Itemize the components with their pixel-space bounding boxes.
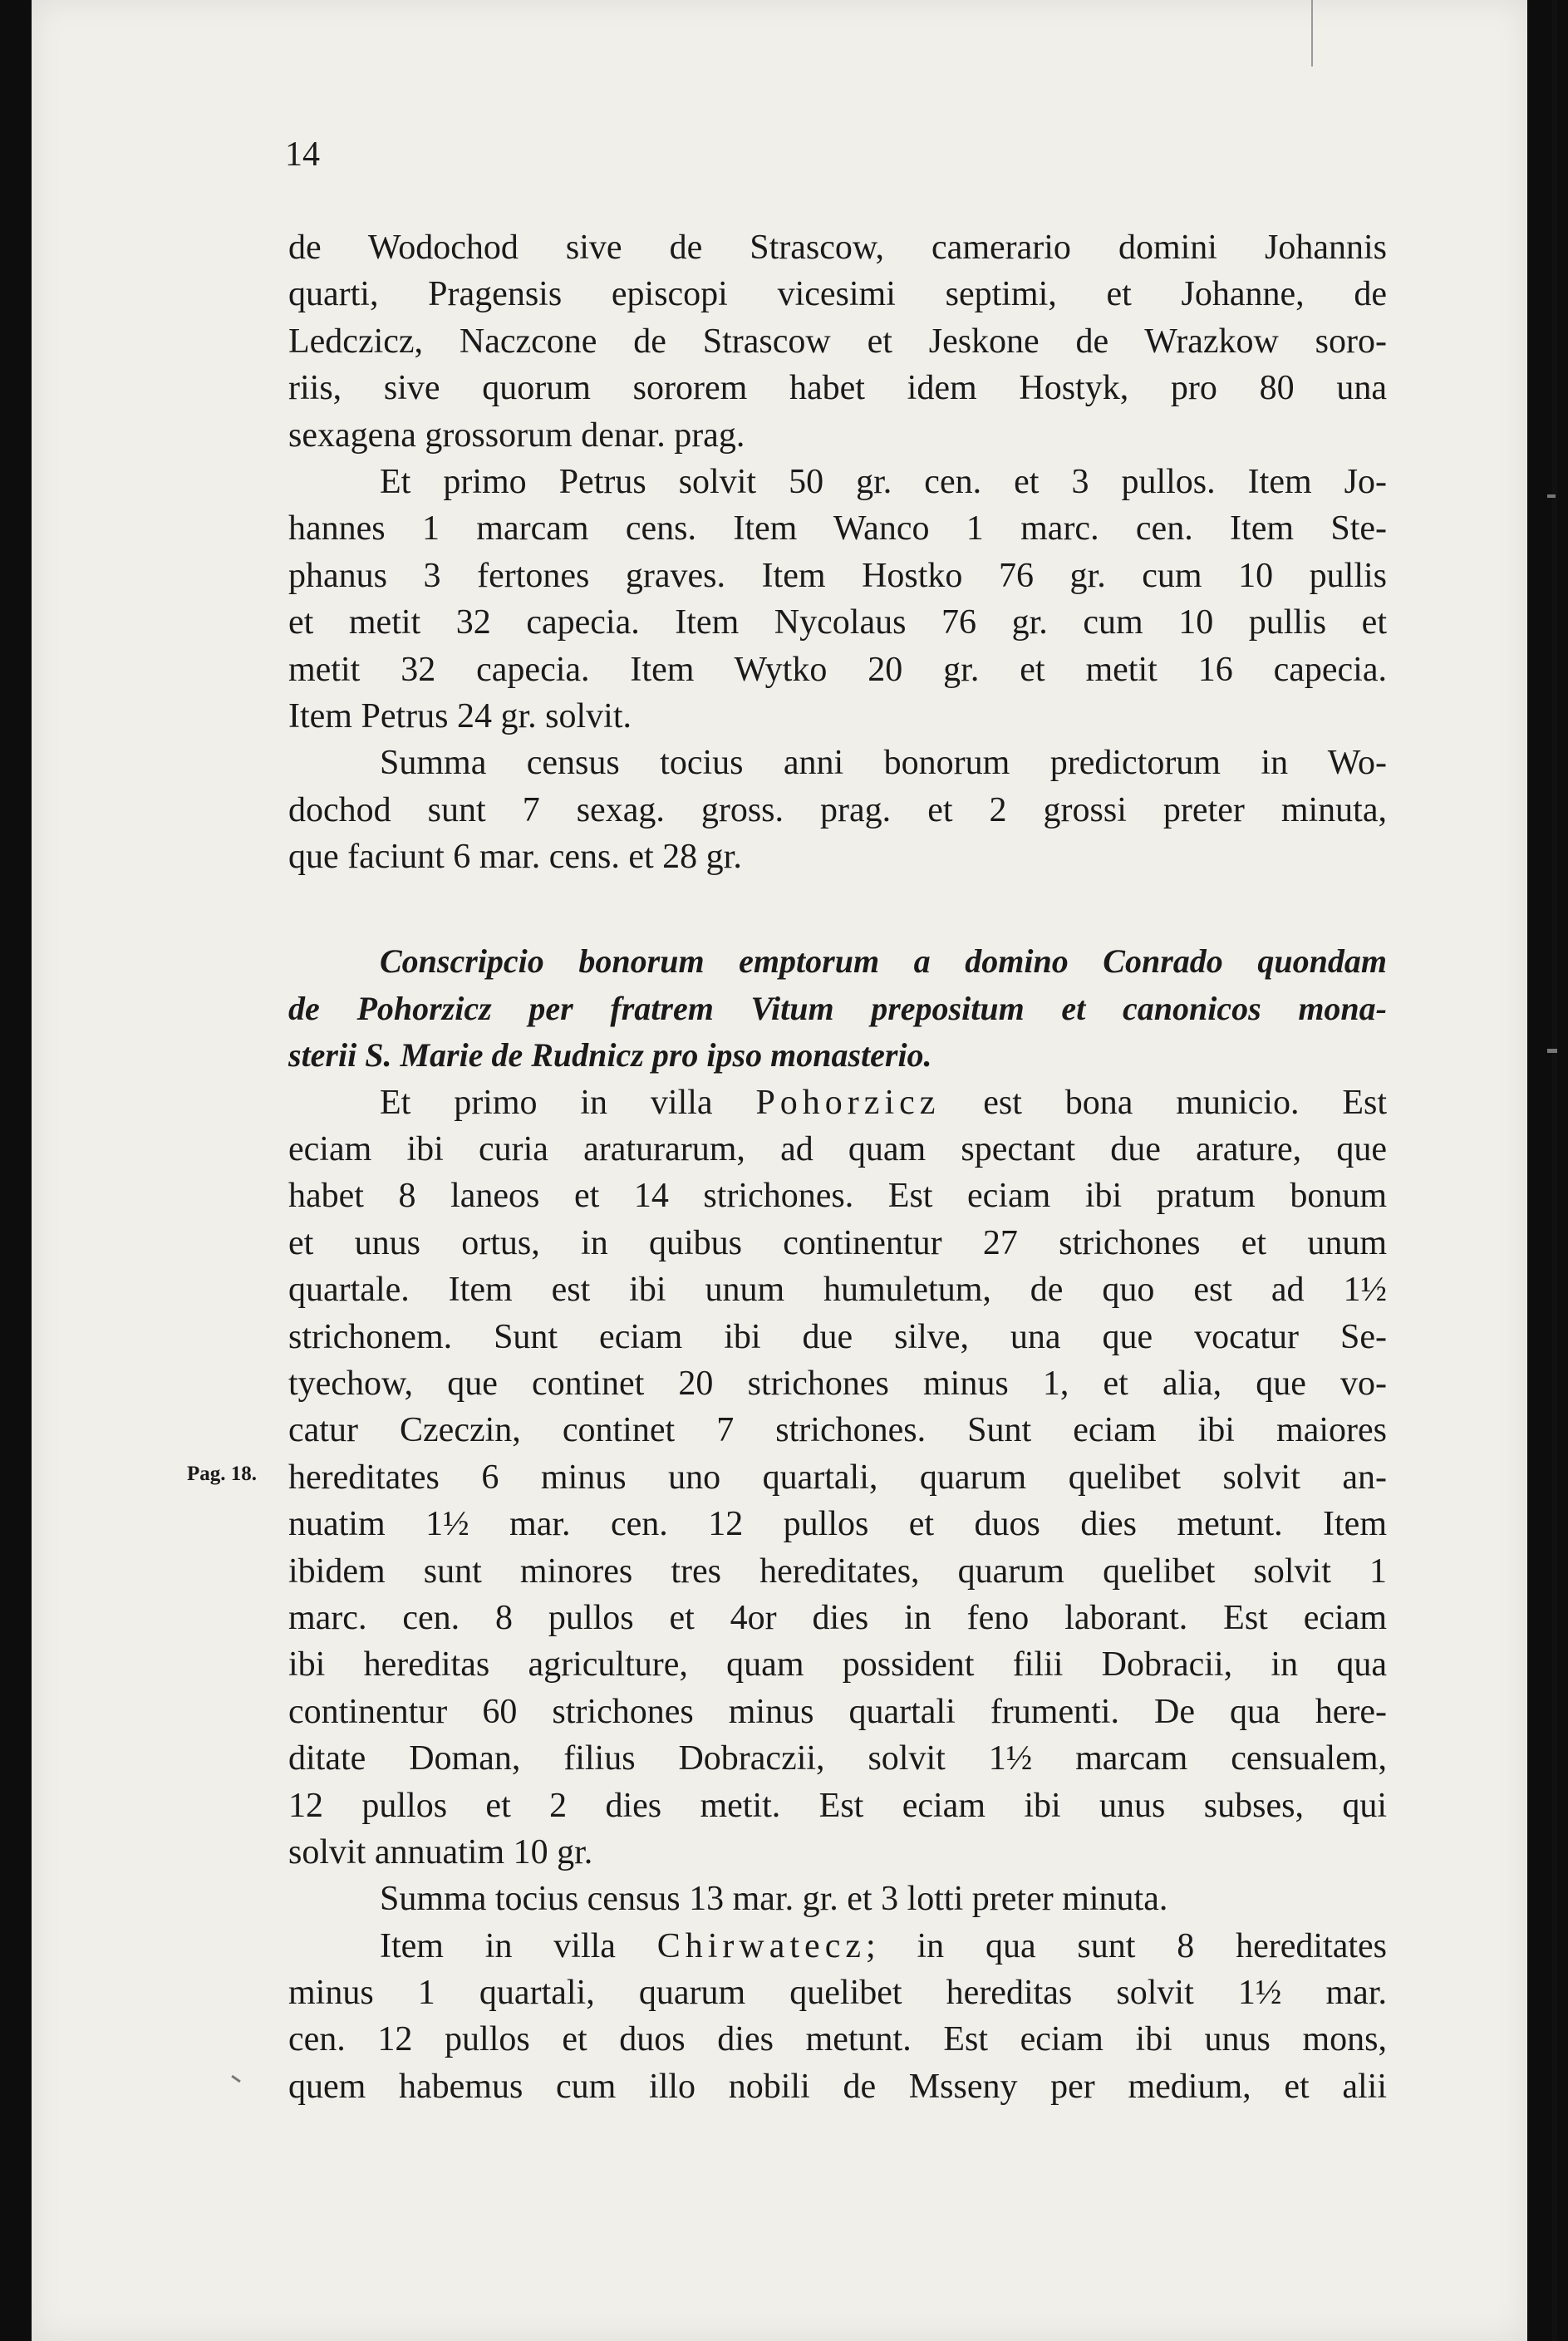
text-line: quem habemus cum illo nobili de Msseny per medium, et alii bbox=[288, 2067, 1387, 2106]
book-page bbox=[32, 0, 1527, 2341]
text-line: hereditates 6 minus uno quartali, quarum quelibet solvit an- bbox=[288, 1458, 1387, 1497]
text-line: habet 8 laneos et 14 strichones. Est eciam ibi pratum bonum bbox=[288, 1177, 1387, 1216]
text-line: hannes 1 marcam cens. Item Wanco 1 marc. cen. Item Ste- bbox=[288, 509, 1387, 548]
text-line: que faciunt 6 mar. cens. et 28 gr. bbox=[288, 838, 742, 877]
text-line: Conscripcio bonorum emptorum a domino Conrado quondam bbox=[380, 942, 1387, 981]
text-line: dochod sunt 7 sexag. gross. prag. et 2 grossi preter minuta, bbox=[288, 790, 1387, 829]
text-line: et unus ortus, in quibus continentur 27 strichones et unum bbox=[288, 1223, 1387, 1262]
text-line: de Wodochod sive de Strascow, camerario domini Johannis bbox=[288, 229, 1387, 267]
paragraph bbox=[288, 1080, 1387, 1876]
text-line: ibidem sunt minores tres hereditates, quarum quelibet solvit 1 bbox=[288, 1552, 1387, 1591]
paragraph bbox=[288, 740, 1387, 880]
text-line: eciam ibi curia araturarum, ad quam spectant due arature, que bbox=[288, 1130, 1387, 1169]
text-line: Et primo Petrus solvit 50 gr. cen. et 3 pullos. Item Jo- bbox=[380, 462, 1387, 501]
text-line: 12 pullos et 2 dies metit. Est eciam ibi unus subses, qui bbox=[288, 1786, 1387, 1825]
text-line: marc. cen. 8 pullos et 4or dies in feno laborant. Est eciam bbox=[288, 1598, 1387, 1637]
text-line: tyechow, que continet 20 strichones minus 1, et alia, que vo- bbox=[288, 1364, 1387, 1403]
text-line: nuatim 1½ mar. cen. 12 pullos et duos dies metunt. Item bbox=[288, 1505, 1387, 1544]
text-line: quartale. Item est ibi unum humuletum, de quo est ad 1½ bbox=[288, 1271, 1387, 1310]
paragraph bbox=[288, 459, 1387, 740]
paragraph bbox=[288, 224, 1387, 459]
text-line: ditate Doman, filius Dobraczii, solvit 1½ marcam censualem, bbox=[288, 1739, 1387, 1778]
text-line: Item Petrus 24 gr. solvit. bbox=[288, 696, 632, 735]
scan-mark bbox=[1547, 1049, 1557, 1053]
text-line: phanus 3 fertones graves. Item Hostko 76 gr. cum 10 pullis bbox=[288, 556, 1387, 595]
margin-note: Pag. 18. bbox=[187, 1463, 258, 1485]
text-line: catur Czeczin, continet 7 strichones. Sunt eciam ibi maiores bbox=[288, 1411, 1387, 1450]
body-text bbox=[288, 224, 1387, 2110]
text-line: sterii S. Marie de Rudnicz pro ipso monasterio. bbox=[288, 1036, 932, 1075]
section-heading bbox=[288, 938, 1387, 1079]
text-line: quarti, Pragensis episcopi vicesimi septimi, et Johanne, de bbox=[288, 275, 1387, 314]
text-line: solvit annuatim 10 gr. bbox=[288, 1832, 593, 1871]
text-line: cen. 12 pullos et duos dies metunt. Est eciam ibi unus mons, bbox=[288, 2020, 1387, 2059]
text-line: strichonem. Sunt eciam ibi due silve, una que vocatur Se- bbox=[288, 1317, 1387, 1356]
paragraph bbox=[288, 1923, 1387, 2111]
paragraph bbox=[288, 1876, 1387, 1922]
text-line: continentur 60 strichones minus quartali frumenti. De qua here- bbox=[288, 1692, 1387, 1731]
scan-mark bbox=[1547, 494, 1556, 498]
page-number: 14 bbox=[285, 135, 320, 174]
text-line: Summa census tocius anni bonorum predictorum in Wo- bbox=[380, 744, 1387, 783]
text-line: minus 1 quartali, quarum quelibet hereditas solvit 1½ mar. bbox=[288, 1974, 1387, 2013]
text-line: Summa tocius census 13 mar. gr. et 3 lotti preter minuta. bbox=[380, 1880, 1168, 1919]
text-line: sexagena grossorum denar. prag. bbox=[288, 416, 745, 455]
text-line: ibi hereditas agriculture, quam possident filii Dobracii, in qua bbox=[288, 1645, 1387, 1684]
scan-mark bbox=[231, 2075, 241, 2083]
text-line: Ledczicz, Naczcone de Strascow et Jeskone de Wrazkow soro- bbox=[288, 322, 1387, 361]
scan-mark bbox=[1311, 0, 1313, 66]
text-line: riis, sive quorum sororem habet idem Hostyk, pro 80 una bbox=[288, 369, 1387, 408]
text-line: Et primo in villa Pohorzicz est bona municio. Est bbox=[380, 1083, 1387, 1122]
text-line: et metit 32 capecia. Item Nycolaus 76 gr. cum 10 pullis et bbox=[288, 603, 1387, 642]
scan-mark bbox=[1552, 0, 1557, 2341]
text-line: metit 32 capecia. Item Wytko 20 gr. et metit 16 capecia. bbox=[288, 650, 1387, 689]
text-line: Item in villa Chirwatecz; in qua sunt 8 hereditates bbox=[380, 1926, 1387, 1965]
text-line: de Pohorzicz per fratrem Vitum prepositum et canonicos mona- bbox=[288, 989, 1387, 1027]
